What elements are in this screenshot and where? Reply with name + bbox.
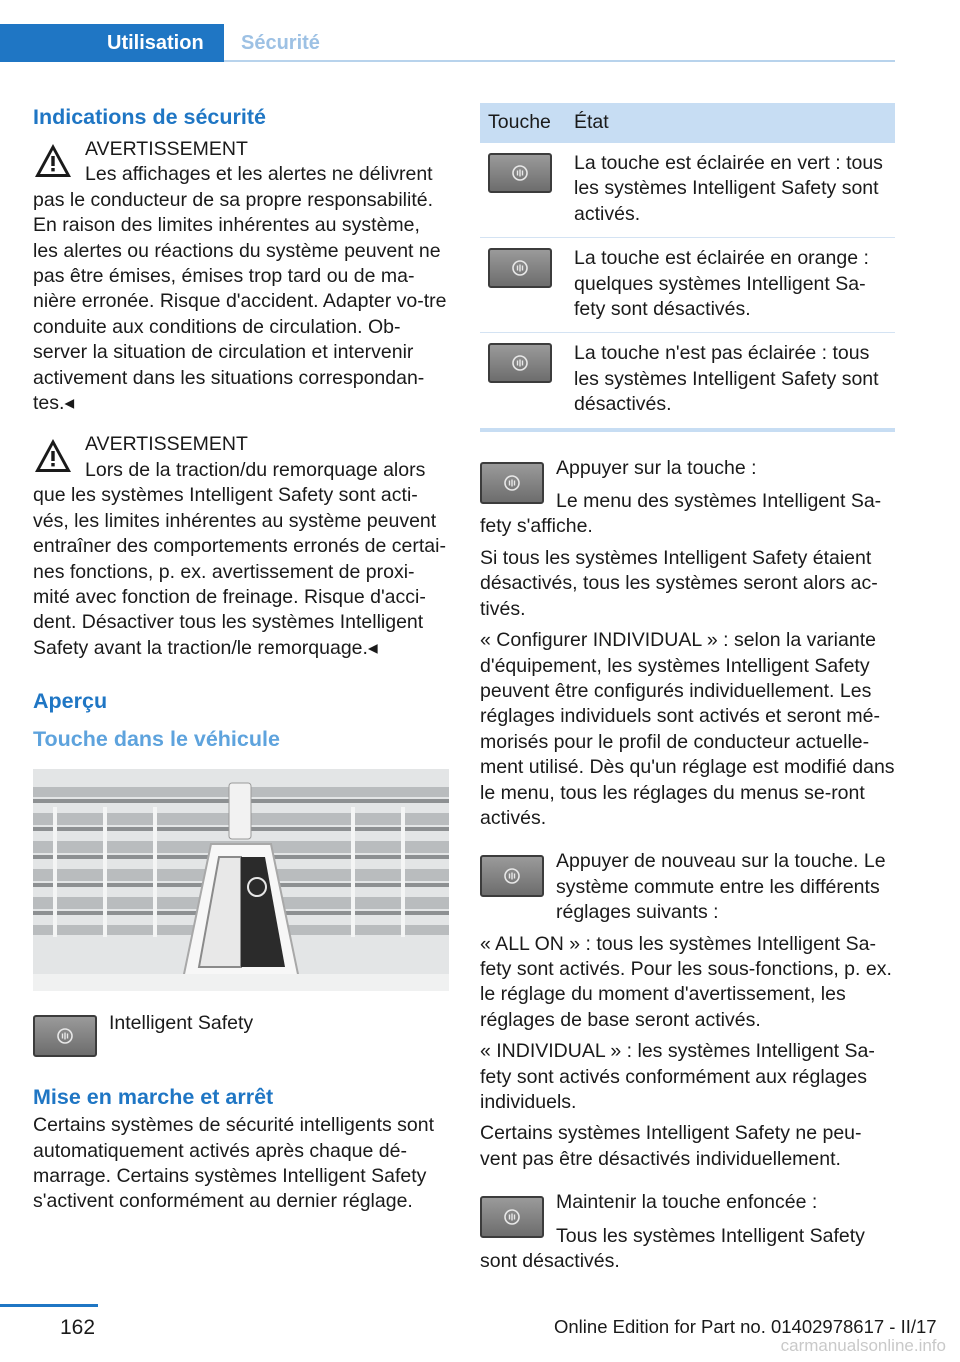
warning-label: AVERTISSEMENT (85, 433, 248, 456)
paragraph: « ALL ON » : tous les systèmes Intelligent Sa-fety sont activés. Pour les sous-fonctions, p. ex. le réglage du moment d'avertissement, les réglages de base seront activés. (480, 932, 892, 1031)
section-title-safety: Indications de sécurité (33, 105, 266, 129)
intelligent-safety-key (33, 1015, 97, 1057)
warning-triangle-icon (33, 436, 73, 476)
safety-key-icon (511, 164, 529, 182)
tab-securite[interactable]: Sécurité (241, 32, 320, 54)
table-header-row (480, 103, 895, 143)
paragraph: « Configurer INDIVIDUAL » : selon la variante d'équipement, les systèmes Intelligent Safety peuvent être configurés individuellement. Les réglages individuels sont activés et seront mé-morisés pour le profil de conducteur actuelle-ment utilisé. Dès qu'un réglage est modifié dans le menu, tous les réglages du menus se-ront activés. (480, 629, 895, 829)
safety-key-icon (511, 354, 529, 372)
safety-key-icon (511, 259, 529, 277)
press-key-block (480, 456, 895, 540)
safety-key-off (488, 343, 552, 383)
table-row (480, 143, 895, 238)
table-row (480, 238, 895, 333)
table-cell: La touche est éclairée en orange : quelques systèmes Intelligent Sa-fety sont désactivés. (566, 238, 895, 333)
watermark: carmanualsonline.info (780, 1336, 946, 1355)
warning-block-2 (33, 432, 449, 661)
key-legend (33, 1009, 449, 1061)
key-status-table (480, 103, 895, 432)
instruction-text: Appuyer sur la touche : (556, 456, 757, 479)
safety-key-icon (503, 867, 521, 885)
safety-key-button (480, 462, 544, 504)
instruction-text: Le menu des systèmes Intelligent Sa-fety s'affiche. (480, 490, 882, 538)
key-caption: Intelligent Safety (109, 1012, 254, 1035)
warning-text: Les affichages et les alertes ne délivrent pas le conducteur de sa propre responsabilité. En raison des limites inhérentes au système, les alertes ou réactions du système peuvent ne pas être émises, émises trop tard ou de ma-nière erronée. Risque d'accident. Adapter vo-tre conduite aux conditions de circulation. Ob-server la situation de circulation et intervenir activement dans les situations correspondan-tes.◂ (33, 163, 447, 415)
onoff-text: Certains systèmes de sécurité intelligents sont automatiquement activés après chaque dé-marrage. Certains systèmes Intelligent Safety s'activent conformément au dernier réglage. (33, 1114, 435, 1213)
instruction-text: Tous les systèmes Intelligent Safety sont désactivés. (480, 1224, 865, 1273)
edition-text: Online Edition for Part no. 01402978617 - II/17 (554, 1316, 937, 1337)
section-title-overview: Aperçu (33, 689, 108, 714)
table-row (480, 333, 895, 430)
table-header: Touche (480, 103, 566, 143)
paragraph: Si tous les systèmes Intelligent Safety étaient désactivés, tous les systèmes seront alors ac-tivés. (480, 546, 878, 620)
header-tabs (0, 24, 895, 62)
vehicle-key-photo (33, 769, 449, 991)
right-column (480, 103, 895, 1274)
left-column (33, 103, 449, 1215)
safety-key-button (480, 855, 544, 897)
safety-key-button (480, 1196, 544, 1238)
press-again-block (480, 849, 895, 925)
instruction-text: Appuyer de nouveau sur la touche. Le système commute entre les différents réglages suivants : (556, 850, 886, 924)
warning-text: Lors de la traction/du remorquage alors que les systèmes Intelligent Safety sont acti-vés, les limites inhérentes au système peuvent entraîner des comportements erronés de certai-nes fonctions, p. ex. avertissement de proxi-mité avec fonction de freinage. Risque d'acci-dent. Désactiver tous les systèmes Intelligent Safety avant la traction/le remorquage.◂ (33, 458, 446, 659)
page-number: 162 (60, 1316, 96, 1339)
safety-key-icon (503, 474, 521, 492)
table-header: État (566, 103, 895, 143)
safety-key-icon (56, 1027, 74, 1045)
tab-utilisation[interactable]: Utilisation (0, 24, 224, 62)
subsection-title-key: Touche dans le véhicule (33, 727, 280, 752)
safety-key-icon (503, 1208, 521, 1226)
section-title-onoff: Mise en marche et arrêt (33, 1085, 274, 1110)
warning-label: AVERTISSEMENT (85, 138, 248, 160)
warning-triangle-icon (33, 141, 73, 181)
paragraph: Certains systèmes Intelligent Safety ne peu-vent pas être désactivés individuellement. (480, 1122, 862, 1170)
safety-key-green (488, 153, 552, 193)
footer-rule (0, 1304, 98, 1307)
table-cell: La touche est éclairée en vert : tous les systèmes Intelligent Safety sont activés. (566, 143, 895, 238)
paragraph: « INDIVIDUAL » : les systèmes Intelligent Sa-fety sont activés conformément aux réglages individuels. (480, 1040, 875, 1113)
instruction-text: Maintenir la touche enfoncée : (556, 1191, 818, 1214)
warning-block-1 (33, 137, 449, 416)
table-cell: La touche n'est pas éclairée : tous les systèmes Intelligent Safety sont désactivés. (566, 333, 895, 430)
hold-key-block (480, 1190, 895, 1274)
safety-key-orange (488, 248, 552, 288)
